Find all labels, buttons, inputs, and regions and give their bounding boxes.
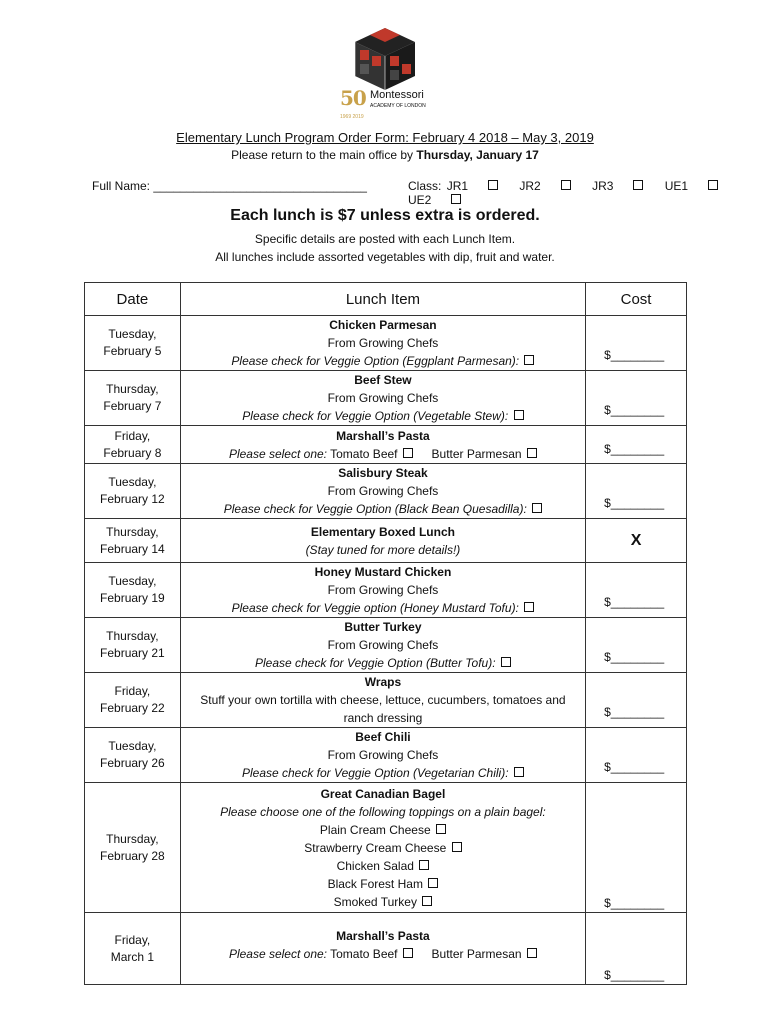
date-day: Friday, xyxy=(114,932,151,947)
details-note: Specific details are posted with each Lunch Item. xyxy=(254,232,516,246)
veggie-option[interactable] xyxy=(181,407,585,425)
date-month: February 19 xyxy=(100,591,165,605)
table-header-row xyxy=(85,283,687,316)
table-row xyxy=(85,371,687,426)
row-item xyxy=(180,618,585,673)
option-tomato-beef: Tomato Beef xyxy=(330,947,398,961)
row-cost[interactable] xyxy=(586,783,687,913)
row-date xyxy=(85,519,181,563)
date-month: February 26 xyxy=(100,756,165,770)
table-row xyxy=(85,728,687,783)
veggie-label: Please check for Veggie Option (Butter Tofu): xyxy=(254,656,496,670)
date-day: Thursday, xyxy=(106,382,159,396)
pasta-select xyxy=(181,945,585,963)
date-day: Thursday, xyxy=(106,831,159,846)
table-row xyxy=(85,673,687,728)
row-date xyxy=(85,783,181,913)
includes-note: All lunches include assorted vegetables with dip, fruit and water. xyxy=(215,250,555,264)
row-item xyxy=(180,426,585,464)
full-name-field[interactable]: Full Name: ________________________________ xyxy=(92,179,367,193)
date-day: Tuesday, xyxy=(108,574,157,588)
row-item xyxy=(180,728,585,783)
date-day: Thursday, xyxy=(106,524,159,539)
table-row xyxy=(85,783,687,913)
checkbox-icon[interactable] xyxy=(514,767,524,777)
veggie-label: Please check for Veggie Option (Eggplant Parmesan): xyxy=(231,354,520,368)
cost-blank[interactable]: $________ xyxy=(604,760,665,774)
date-month: February 5 xyxy=(103,344,162,358)
return-note xyxy=(0,148,770,162)
veggie-option[interactable] xyxy=(181,764,585,782)
class-option-jr3[interactable] xyxy=(592,179,643,193)
logo-anniversary: 50 xyxy=(340,86,366,110)
date-day: Tuesday, xyxy=(108,475,157,489)
checkbox-icon[interactable] xyxy=(561,180,571,190)
date-month: February 12 xyxy=(100,492,165,506)
checkbox-icon[interactable] xyxy=(428,878,438,888)
item-line: Stuff your own tortilla with cheese, lettuce, cucumbers, tomatoes and xyxy=(200,693,566,707)
topping-option[interactable] xyxy=(181,821,585,839)
date-day: Friday, xyxy=(114,428,151,443)
option-butter-parmesan: Butter Parmesan xyxy=(431,446,522,461)
row-cost[interactable] xyxy=(586,426,687,464)
item-line: From Growing Chefs xyxy=(327,638,439,652)
row-cost xyxy=(586,519,687,563)
item-name: Honey Mustard Chicken xyxy=(314,565,452,579)
checkbox-icon[interactable] xyxy=(452,842,462,852)
topping-option[interactable] xyxy=(181,839,585,857)
class-jr2-label: JR2 xyxy=(519,179,541,193)
veggie-label: Please check for Veggie option (Honey Mustard Tofu): xyxy=(231,601,519,615)
class-label: Class: xyxy=(408,179,442,193)
row-cost[interactable] xyxy=(586,618,687,673)
veggie-label: Please check for Veggie Option (Black Bean Quesadilla): xyxy=(223,502,527,516)
table-row xyxy=(85,426,687,464)
date-month: February 21 xyxy=(100,646,165,660)
cost-blank[interactable]: $________ xyxy=(604,650,665,664)
row-cost[interactable] xyxy=(586,913,687,985)
topping-option[interactable] xyxy=(181,857,585,875)
row-date xyxy=(85,371,181,426)
date-day: Friday, xyxy=(114,684,151,698)
item-name: Marshall’s Pasta xyxy=(336,929,430,943)
veggie-option[interactable] xyxy=(181,599,585,617)
item-name: Wraps xyxy=(364,675,402,689)
date-month: February 8 xyxy=(103,445,162,460)
checkbox-icon[interactable] xyxy=(514,410,524,420)
cost-blank[interactable]: $________ xyxy=(604,896,665,910)
header-cost: Cost xyxy=(586,283,687,316)
veggie-option[interactable] xyxy=(181,654,585,672)
veggie-option[interactable] xyxy=(181,500,585,518)
table-row xyxy=(85,519,687,563)
checkbox-icon[interactable] xyxy=(532,503,542,513)
row-date xyxy=(85,728,181,783)
topping-option[interactable] xyxy=(181,875,585,893)
item-line: From Growing Chefs xyxy=(327,336,439,350)
topping-label: Smoked Turkey xyxy=(333,894,417,909)
row-cost[interactable] xyxy=(586,728,687,783)
checkbox-icon[interactable] xyxy=(422,896,432,906)
item-line: From Growing Chefs xyxy=(327,583,439,597)
cost-blank[interactable]: $________ xyxy=(604,403,665,417)
checkbox-icon[interactable] xyxy=(451,194,461,204)
item-name: Great Canadian Bagel xyxy=(320,786,446,801)
item-name: Beef Stew xyxy=(354,373,412,387)
item-line: Please choose one of the following toppings on a plain bagel: xyxy=(220,804,546,819)
checkbox-icon[interactable] xyxy=(527,448,537,458)
checkbox-icon[interactable] xyxy=(403,948,413,958)
row-date xyxy=(85,913,181,985)
topping-label: Chicken Salad xyxy=(336,858,414,873)
table-row xyxy=(85,913,687,985)
checkbox-icon[interactable] xyxy=(419,860,429,870)
date-month: February 28 xyxy=(100,848,165,863)
row-date xyxy=(85,426,181,464)
class-option-ue2[interactable] xyxy=(408,193,461,207)
cost-x-mark: X xyxy=(630,531,642,549)
row-date xyxy=(85,316,181,371)
logo-name: Montessori xyxy=(370,89,424,101)
item-line: (Stay tuned for more details!) xyxy=(305,542,461,557)
price-note: Each lunch is $7 unless extra is ordered. xyxy=(230,207,540,224)
date-month: February 7 xyxy=(103,399,162,413)
topping-option[interactable] xyxy=(181,893,585,911)
logo-tagline: ACADEMY OF LONDON xyxy=(370,103,426,109)
header-date: Date xyxy=(85,283,181,316)
date-month: March 1 xyxy=(110,949,155,964)
table-row xyxy=(85,316,687,371)
select-label: Please select one: xyxy=(228,947,327,961)
class-jr1-label: JR1 xyxy=(446,179,469,193)
item-name: Chicken Parmesan xyxy=(329,318,437,332)
return-date: Thursday, January 17 xyxy=(416,148,539,162)
item-line-2: ranch dressing xyxy=(343,711,423,725)
lunch-menu-table xyxy=(84,282,687,985)
row-cost[interactable] xyxy=(586,371,687,426)
header-lunch-item: Lunch Item xyxy=(180,283,585,316)
cost-blank[interactable]: $________ xyxy=(604,968,665,982)
class-option-jr1[interactable] xyxy=(447,179,498,193)
option-butter-parmesan: Butter Parmesan xyxy=(431,947,522,961)
item-name: Salisbury Steak xyxy=(338,466,428,480)
row-cost[interactable] xyxy=(586,563,687,618)
select-label: Please select one: xyxy=(228,446,327,461)
veggie-option[interactable] xyxy=(181,352,585,370)
checkbox-icon[interactable] xyxy=(524,602,534,612)
row-item xyxy=(180,673,585,728)
item-line: From Growing Chefs xyxy=(327,484,439,498)
row-item xyxy=(180,316,585,371)
row-date xyxy=(85,618,181,673)
veggie-label: Please check for Veggie Option (Vegetarian Chili): xyxy=(241,766,509,780)
class-option-ue1[interactable] xyxy=(665,179,718,193)
topping-label: Strawberry Cream Cheese xyxy=(304,840,447,855)
cost-blank[interactable]: $________ xyxy=(604,348,665,362)
cost-blank[interactable]: $________ xyxy=(604,496,665,510)
row-date xyxy=(85,563,181,618)
checkbox-icon[interactable] xyxy=(436,824,446,834)
item-line: From Growing Chefs xyxy=(327,391,439,405)
topping-label: Black Forest Ham xyxy=(327,876,423,891)
class-option-jr2[interactable] xyxy=(519,179,570,193)
logo-years: 1969 2019 xyxy=(340,114,364,120)
return-prefix: Please return to the main office by xyxy=(231,148,417,162)
class-ue1-label: UE1 xyxy=(664,179,689,193)
date-day: Thursday, xyxy=(106,629,159,643)
checkbox-icon[interactable] xyxy=(501,657,511,667)
row-item xyxy=(180,371,585,426)
date-day: Tuesday, xyxy=(108,739,157,753)
date-month: February 22 xyxy=(100,701,165,715)
veggie-label: Please check for Veggie Option (Vegetable Stew): xyxy=(242,409,509,423)
row-cost[interactable] xyxy=(586,464,687,519)
table-row xyxy=(85,618,687,673)
item-name: Beef Chili xyxy=(355,730,411,744)
item-name: Marshall’s Pasta xyxy=(336,428,430,443)
checkbox-icon[interactable] xyxy=(527,948,537,958)
checkbox-icon[interactable] xyxy=(403,448,413,458)
form-title: Elementary Lunch Program Order Form: February 4 2018 – May 3, 2019 xyxy=(176,130,594,145)
item-line: From Growing Chefs xyxy=(327,748,439,762)
checkbox-icon[interactable] xyxy=(708,180,718,190)
cost-blank[interactable]: $________ xyxy=(604,441,665,456)
row-item xyxy=(180,519,585,563)
row-item xyxy=(180,913,585,985)
item-name: Elementary Boxed Lunch xyxy=(310,524,455,539)
row-cost[interactable] xyxy=(586,316,687,371)
checkbox-icon[interactable] xyxy=(524,355,534,365)
checkbox-icon[interactable] xyxy=(488,180,498,190)
class-jr3-label: JR3 xyxy=(592,179,614,193)
class-selector xyxy=(408,179,770,207)
date-month: February 14 xyxy=(100,541,165,556)
row-item xyxy=(180,563,585,618)
date-day: Tuesday, xyxy=(108,327,157,341)
checkbox-icon[interactable] xyxy=(633,180,643,190)
table-row xyxy=(85,563,687,618)
row-item xyxy=(180,783,585,913)
row-cost[interactable] xyxy=(586,673,687,728)
topping-label: Plain Cream Cheese xyxy=(319,822,431,837)
pasta-select xyxy=(181,445,585,463)
row-item xyxy=(180,464,585,519)
option-tomato-beef: Tomato Beef xyxy=(330,446,398,461)
row-date xyxy=(85,673,181,728)
cost-blank[interactable]: $________ xyxy=(604,705,665,719)
table-row xyxy=(85,464,687,519)
row-date xyxy=(85,464,181,519)
cost-blank[interactable]: $________ xyxy=(604,595,665,609)
item-name: Butter Turkey xyxy=(344,620,422,634)
class-ue2-label: UE2 xyxy=(408,193,432,207)
